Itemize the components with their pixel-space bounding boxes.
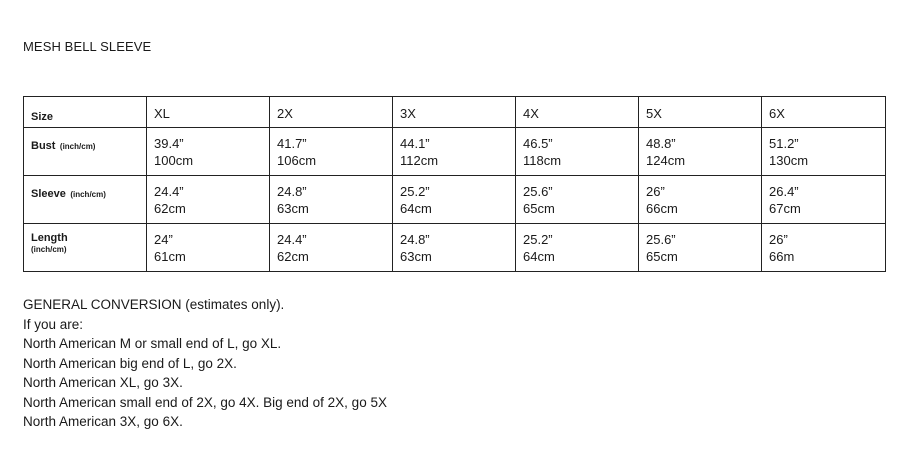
table-cell [762, 128, 886, 176]
table-cell [270, 128, 393, 176]
cell-cm: 130cm [769, 153, 809, 168]
page-title: MESH BELL SLEEVE [23, 39, 152, 54]
cell-inch: 41.7” [277, 136, 307, 151]
cell-inch: 26.4” [769, 184, 799, 199]
row-unit-sleeve: (inch/cm) [70, 190, 106, 199]
cell-inch: 44.1” [400, 136, 430, 151]
conversion-line: North American M or small end of L, go XL. [23, 336, 282, 351]
row-unit-bust: (inch/cm) [59, 142, 96, 151]
size-header-3x: 3X [393, 97, 516, 128]
cell-inch: 46.5” [523, 136, 553, 151]
conversion-line: North American XL, go 3X. [23, 375, 183, 390]
cell-cm: 65cm [523, 201, 555, 216]
header-label-cell [24, 97, 147, 128]
conversion-line: North American small end of 2X, go 4X. Big end of 2X, go 5X [23, 394, 387, 410]
cell-inch: 24.8” [277, 184, 307, 199]
table-cell [516, 224, 639, 272]
table-row-sleeve [24, 176, 886, 224]
cell-inch: 24.8” [400, 232, 430, 247]
table-cell [639, 176, 762, 224]
cell-inch: 26” [646, 184, 665, 199]
size-header-5x: 5X [639, 97, 762, 128]
cell-cm: 64cm [400, 201, 432, 216]
cell-cm: 124cm [646, 153, 686, 168]
table-cell [393, 224, 516, 272]
cell-inch: 25.6” [523, 184, 553, 199]
conversion-line: North American big end of L, go 2X. [23, 355, 237, 371]
table-cell [516, 128, 639, 176]
cell-inch: 48.8” [646, 136, 676, 151]
row-label-length: Length [31, 232, 68, 244]
cell-cm: 62cm [277, 249, 309, 264]
conversion-line: If you are: [23, 316, 84, 332]
table-cell [147, 128, 270, 176]
cell-cm: 62cm [154, 201, 186, 216]
cell-cm: 61cm [154, 249, 186, 264]
cell-cm: 65cm [646, 249, 678, 264]
cell-cm: 64cm [523, 249, 555, 264]
table-cell [516, 176, 639, 224]
table-cell [393, 176, 516, 224]
size-chart-table [23, 96, 886, 272]
cell-inch: 24.4” [154, 184, 184, 199]
size-header-2x: 2X [270, 97, 393, 128]
cell-inch: 25.6” [646, 232, 676, 247]
row-label-bust: Bust [31, 140, 56, 152]
table-cell [762, 224, 886, 272]
size-header-6x: 6X [762, 97, 886, 128]
row-unit-length: (inch/cm) [31, 245, 67, 254]
table-cell [270, 224, 393, 272]
cell-cm: 106cm [277, 153, 317, 168]
row-label-cell [24, 176, 147, 224]
conversion-heading: GENERAL CONVERSION (estimates only). [23, 297, 285, 312]
table-header-row [24, 97, 886, 128]
cell-cm: 66cm [646, 201, 678, 216]
size-header-4x: 4X [516, 97, 639, 128]
cell-cm: 112cm [400, 153, 439, 168]
cell-inch: 24” [154, 232, 173, 247]
table-cell [147, 176, 270, 224]
row-label-cell [24, 224, 147, 272]
table-row-bust [24, 128, 886, 176]
cell-cm: 63cm [400, 249, 432, 264]
cell-inch: 25.2” [400, 184, 430, 199]
conversion-notes [23, 295, 387, 432]
cell-inch: 24.4” [277, 232, 307, 247]
conversion-line: North American 3X, go 6X. [23, 414, 183, 429]
cell-cm: 67cm [769, 201, 801, 216]
row-label-cell [24, 128, 147, 176]
cell-cm: 66m [769, 249, 795, 264]
cell-cm: 63cm [277, 201, 309, 216]
cell-cm: 118cm [523, 153, 562, 168]
table-row-length [24, 224, 886, 272]
table-cell [270, 176, 393, 224]
cell-inch: 26” [769, 232, 788, 247]
table-cell [393, 128, 516, 176]
size-header-xl: XL [147, 97, 270, 128]
row-label-sleeve: Sleeve [31, 188, 66, 200]
table-cell [639, 224, 762, 272]
cell-inch: 25.2” [523, 232, 553, 247]
table-cell [147, 224, 270, 272]
size-header-label: Size [31, 111, 54, 123]
cell-cm: 100cm [154, 153, 194, 168]
table-cell [762, 176, 886, 224]
cell-inch: 51.2” [769, 136, 799, 151]
cell-inch: 39.4” [154, 136, 184, 151]
table-cell [639, 128, 762, 176]
